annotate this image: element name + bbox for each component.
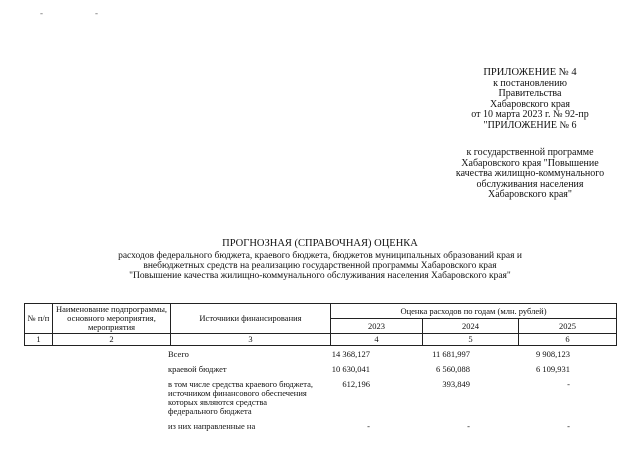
page-subheading	[50, 251, 590, 281]
index-cell: 4	[331, 334, 423, 346]
header-name: Наименование подпрограммы, основного мероприятия, мероприятия	[53, 304, 171, 334]
appendix-line: Хабаровского края	[490, 98, 570, 110]
subheading-line: расходов федерального бюджета, краевого бюджета, бюджетов муниципальных образований края и	[118, 251, 522, 261]
index-cell: 6	[519, 334, 617, 346]
appendix-line: Правительства	[498, 88, 562, 99]
budget-table	[24, 303, 617, 346]
table-index-row	[25, 334, 617, 346]
appendix-title: ПРИЛОЖЕНИЕ № 4	[483, 67, 577, 78]
state-program-line: к государственной программе	[466, 147, 594, 158]
index-cell: 1	[25, 334, 53, 346]
row-value-2024: 6 560,088	[436, 364, 470, 374]
row-label: краевой бюджет	[168, 364, 227, 374]
row-value-2023: 14 368,127	[331, 349, 370, 359]
index-cell: 5	[423, 334, 519, 346]
appendix-line: от 10 марта 2023 г. № 92-пр	[471, 109, 589, 120]
subheading-line: внебюджетных средств на реализацию государственной программы Хабаровского края	[143, 261, 497, 271]
header-year: 2025	[519, 319, 617, 334]
subheading-line: "Повышение качества жилищно-коммунального обслуживания населения Хабаровского края"	[129, 271, 511, 281]
row-value-2024: 393,849	[442, 379, 470, 389]
row-value-2023: 612,196	[342, 379, 370, 389]
state-program-line: Хабаровского края "Повышение	[461, 157, 599, 169]
header-estimate: Оценка расходов по годам (млн. рублей)	[331, 304, 617, 319]
index-cell: 2	[53, 334, 171, 346]
table-header-row	[25, 304, 617, 319]
header-year: 2023	[331, 319, 423, 334]
state-program-block	[430, 148, 630, 201]
dash-mark: -	[40, 8, 43, 18]
row-value-2023: -	[367, 421, 370, 431]
state-program-line: Хабаровского края"	[488, 189, 572, 200]
appendix-line: "ПРИЛОЖЕНИЕ № 6	[483, 119, 577, 131]
row-label: из них направленные на	[168, 421, 256, 431]
row-label: Всего	[168, 349, 189, 359]
header-source: Источники финансирования	[171, 304, 331, 334]
page-heading: ПРОГНОЗНАЯ (СПРАВОЧНАЯ) ОЦЕНКА	[222, 238, 418, 249]
row-value-2024: -	[467, 421, 470, 431]
dash-mark: -	[95, 8, 98, 18]
index-cell: 3	[171, 334, 331, 346]
state-program-line: качества жилищно-коммунального	[455, 168, 605, 179]
header-year: 2024	[423, 319, 519, 334]
header-num: № п/п	[25, 304, 53, 334]
row-value-2025: 6 109,931	[536, 364, 570, 374]
row-value-2023: 10 630,041	[331, 364, 370, 374]
row-value-2025: 9 908,123	[536, 349, 570, 359]
state-program-line: обслуживания населения	[476, 178, 584, 190]
appendix-line: к постановлению	[493, 77, 567, 89]
appendix-block	[430, 68, 630, 131]
row-value-2025: -	[567, 421, 570, 431]
row-label: в том числе средства краевого бюджета, источником финансового обеспечения которых являются средства федерального бюджета	[168, 379, 313, 416]
row-value-2024: 11 681,997	[432, 349, 470, 359]
row-value-2025: -	[567, 379, 570, 389]
